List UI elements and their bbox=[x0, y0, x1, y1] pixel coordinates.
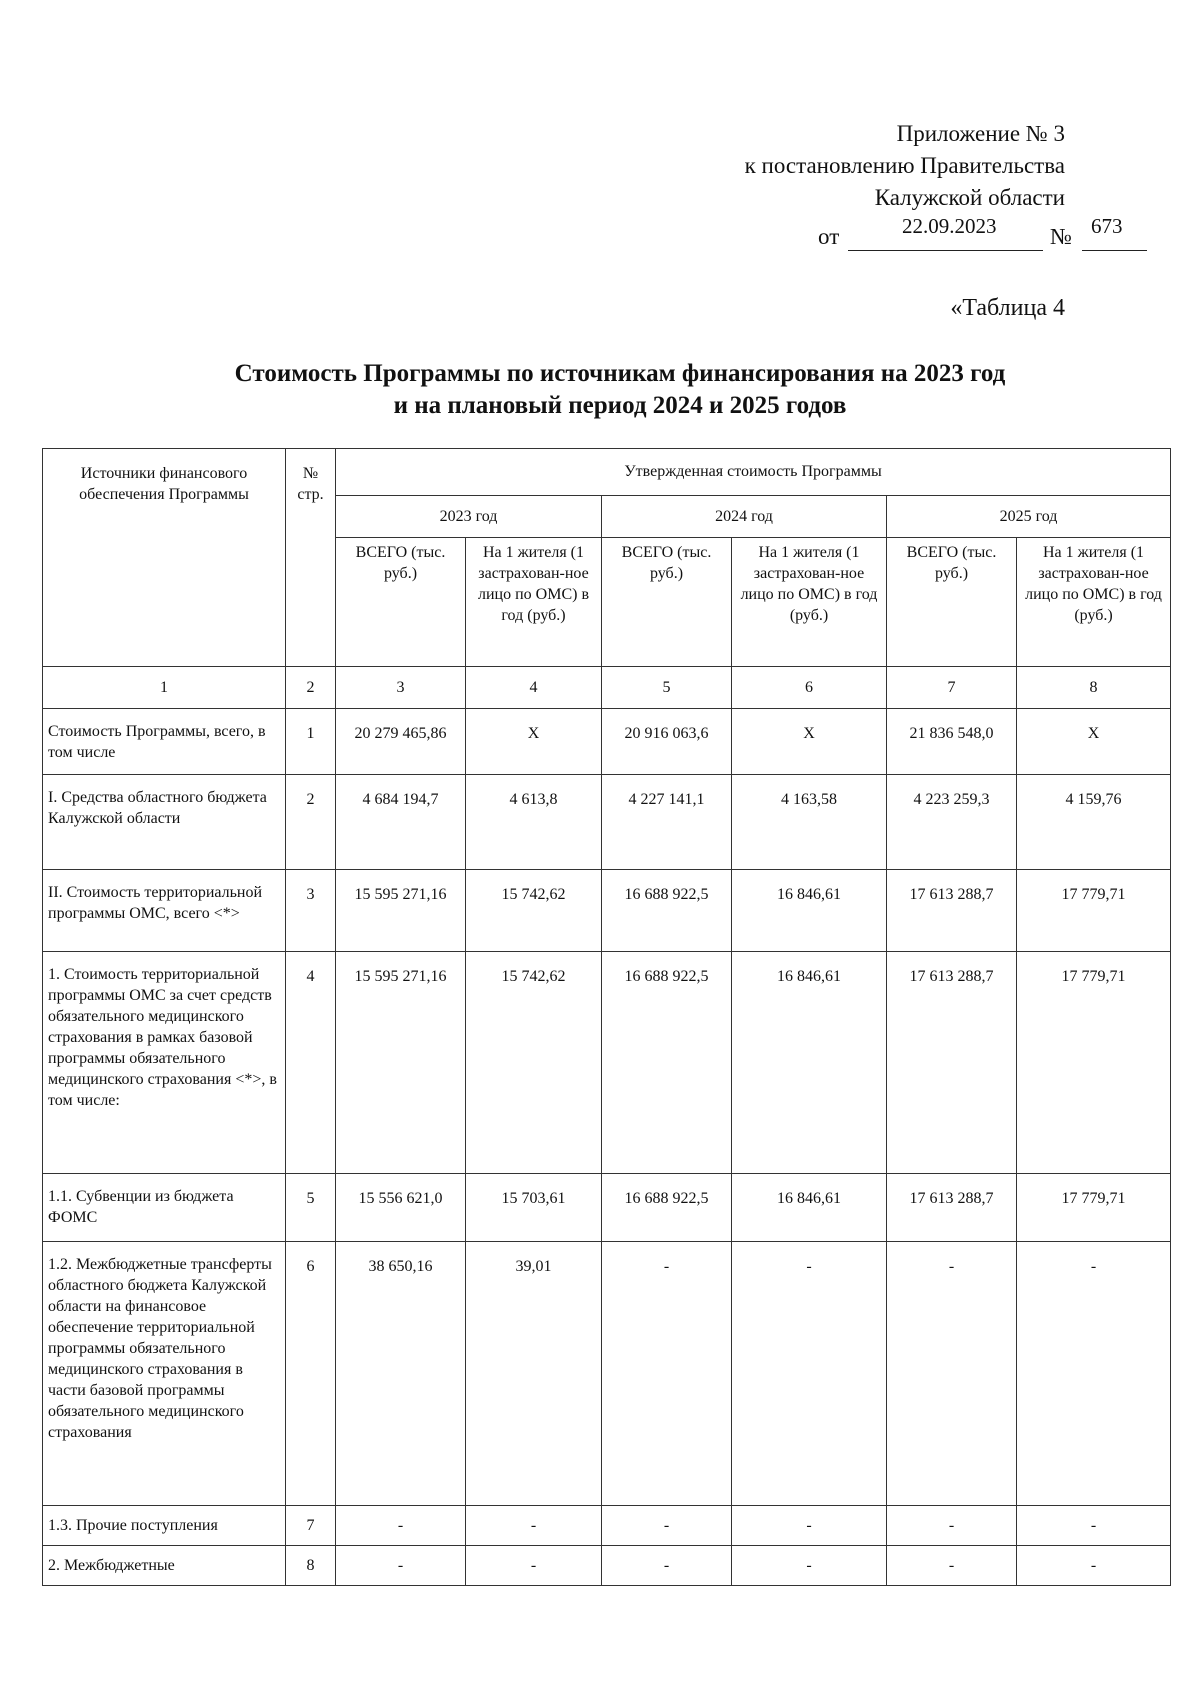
row-source-label: 1. Стоимость территориальной программы ОМС за счет средств обязательного медицинского страхования в рамках базовой программы обязательного медицинского страхования <*>, в том числе: bbox=[43, 952, 286, 1174]
col-header-approved-cost: Утвержденная стоимость Программы bbox=[336, 449, 1171, 496]
cell-value: - bbox=[732, 1242, 887, 1506]
cell-value: Х bbox=[732, 709, 887, 775]
row-source-label: II. Стоимость территориальной программы ОМС, всего <*> bbox=[43, 870, 286, 952]
col-header-row-no: № стр. bbox=[286, 449, 336, 667]
row-number: 4 bbox=[286, 952, 336, 1174]
from-label: от bbox=[818, 224, 840, 249]
row-number: 6 bbox=[286, 1242, 336, 1506]
row-number: 7 bbox=[286, 1506, 336, 1546]
cell-value: 16 688 922,5 bbox=[602, 1174, 732, 1242]
col-header-per-capita: На 1 жителя (1 застрахован-ное лицо по ОМС) в год (руб.) bbox=[732, 538, 887, 667]
col-header-year: 2025 год bbox=[887, 496, 1171, 538]
title-line-2: и на плановый период 2024 и 2025 годов bbox=[393, 392, 847, 419]
number-label: № bbox=[1050, 224, 1072, 249]
column-number: 4 bbox=[466, 667, 602, 709]
cell-value: Х bbox=[466, 709, 602, 775]
table-row bbox=[43, 1174, 1171, 1242]
row-number: 3 bbox=[286, 870, 336, 952]
cell-value: 4 159,76 bbox=[1017, 775, 1171, 870]
cell-value: - bbox=[732, 1506, 887, 1546]
table-tag: «Таблица 4 bbox=[950, 295, 1065, 321]
cell-value: 4 163,58 bbox=[732, 775, 887, 870]
cell-value: 4 223 259,3 bbox=[887, 775, 1017, 870]
cell-value: - bbox=[602, 1506, 732, 1546]
col-header-total: ВСЕГО (тыс. руб.) bbox=[887, 538, 1017, 667]
decree-number: 673 bbox=[1091, 214, 1123, 238]
cell-value: 38 650,16 bbox=[336, 1242, 466, 1506]
row-number: 1 bbox=[286, 709, 336, 775]
cell-value: 15 595 271,16 bbox=[336, 952, 466, 1174]
column-number: 8 bbox=[1017, 667, 1171, 709]
column-number: 3 bbox=[336, 667, 466, 709]
cell-value: 4 613,8 bbox=[466, 775, 602, 870]
appendix-number: Приложение № 3 bbox=[896, 121, 1065, 146]
cell-value: - bbox=[887, 1242, 1017, 1506]
col-header-per-capita: На 1 жителя (1 застрахован-ное лицо по ОМС) в год (руб.) bbox=[1017, 538, 1171, 667]
cell-value: 16 688 922,5 bbox=[602, 952, 732, 1174]
cell-value: Х bbox=[1017, 709, 1171, 775]
col-header-total: ВСЕГО (тыс. руб.) bbox=[336, 538, 466, 667]
cell-value: - bbox=[466, 1506, 602, 1546]
cell-value: - bbox=[1017, 1546, 1171, 1586]
table-row bbox=[43, 1242, 1171, 1506]
cell-value: - bbox=[1017, 1242, 1171, 1506]
cell-value: 21 836 548,0 bbox=[887, 709, 1017, 775]
number-underline bbox=[1082, 250, 1147, 251]
row-source-label: 1.3. Прочие поступления bbox=[43, 1506, 286, 1546]
table-row bbox=[43, 1506, 1171, 1546]
cell-value: 15 703,61 bbox=[466, 1174, 602, 1242]
column-number: 7 bbox=[887, 667, 1017, 709]
date-underline bbox=[848, 250, 1043, 251]
decree-date: 22.09.2023 bbox=[902, 214, 997, 238]
table-row bbox=[43, 870, 1171, 952]
row-number: 5 bbox=[286, 1174, 336, 1242]
cell-value: 17 779,71 bbox=[1017, 870, 1171, 952]
col-header-source: Источники финансового обеспечения Программы bbox=[43, 449, 286, 667]
col-header-year: 2024 год bbox=[602, 496, 887, 538]
col-header-total: ВСЕГО (тыс. руб.) bbox=[602, 538, 732, 667]
col-header-year: 2023 год bbox=[336, 496, 602, 538]
cell-value: 16 846,61 bbox=[732, 870, 887, 952]
cell-value: - bbox=[1017, 1506, 1171, 1546]
table-row bbox=[43, 952, 1171, 1174]
table-row bbox=[43, 1546, 1171, 1586]
cell-value: 17 613 288,7 bbox=[887, 1174, 1017, 1242]
column-number: 5 bbox=[602, 667, 732, 709]
cell-value: - bbox=[336, 1546, 466, 1586]
appendix-region-line: Калужской области bbox=[874, 185, 1065, 210]
row-source-label: 2. Межбюджетные bbox=[43, 1546, 286, 1586]
row-number: 2 bbox=[286, 775, 336, 870]
row-source-label: 1.1. Субвенции из бюджета ФОМС bbox=[43, 1174, 286, 1242]
table-row bbox=[43, 775, 1171, 870]
cell-value: 17 613 288,7 bbox=[887, 870, 1017, 952]
row-source-label: I. Средства областного бюджета Калужской области bbox=[43, 775, 286, 870]
column-number: 6 bbox=[732, 667, 887, 709]
cell-value: 16 846,61 bbox=[732, 1174, 887, 1242]
cell-value: 16 688 922,5 bbox=[602, 870, 732, 952]
col-header-per-capita: На 1 жителя (1 застрахован-ное лицо по ОМС) в год (руб.) bbox=[466, 538, 602, 667]
cell-value: 20 279 465,86 bbox=[336, 709, 466, 775]
column-number: 1 bbox=[43, 667, 286, 709]
cell-value: 17 779,71 bbox=[1017, 952, 1171, 1174]
cell-value: - bbox=[336, 1506, 466, 1546]
cell-value: - bbox=[732, 1546, 887, 1586]
cell-value: 15 742,62 bbox=[466, 952, 602, 1174]
cell-value: - bbox=[602, 1242, 732, 1506]
cell-value: 15 556 621,0 bbox=[336, 1174, 466, 1242]
table-row bbox=[43, 709, 1171, 775]
row-source-label: 1.2. Межбюджетные трансферты областного бюджета Калужской области на финансовое обеспечение территориальной программы обязательного медицинского страхования в части базовой программы обязательного медицинского страхования bbox=[43, 1242, 286, 1506]
cell-value: 20 916 063,6 bbox=[602, 709, 732, 775]
cell-value: - bbox=[887, 1546, 1017, 1586]
cell-value: 17 779,71 bbox=[1017, 1174, 1171, 1242]
cell-value: - bbox=[602, 1546, 732, 1586]
cell-value: 17 613 288,7 bbox=[887, 952, 1017, 1174]
cell-value: 39,01 bbox=[466, 1242, 602, 1506]
column-number-row bbox=[43, 667, 1171, 709]
cell-value: - bbox=[887, 1506, 1017, 1546]
row-source-label: Стоимость Программы, всего, в том числе bbox=[43, 709, 286, 775]
appendix-header bbox=[745, 118, 1065, 214]
cell-value: 4 684 194,7 bbox=[336, 775, 466, 870]
financing-table bbox=[42, 448, 1171, 1586]
cell-value: - bbox=[466, 1546, 602, 1586]
column-number: 2 bbox=[286, 667, 336, 709]
page-title bbox=[0, 358, 1200, 422]
row-number: 8 bbox=[286, 1546, 336, 1586]
cell-value: 4 227 141,1 bbox=[602, 775, 732, 870]
cell-value: 16 846,61 bbox=[732, 952, 887, 1174]
appendix-ref-line: к постановлению Правительства bbox=[744, 153, 1065, 178]
cell-value: 15 742,62 bbox=[466, 870, 602, 952]
cell-value: 15 595 271,16 bbox=[336, 870, 466, 952]
title-line-1: Стоимость Программы по источникам финансирования на 2023 год bbox=[234, 360, 1006, 387]
